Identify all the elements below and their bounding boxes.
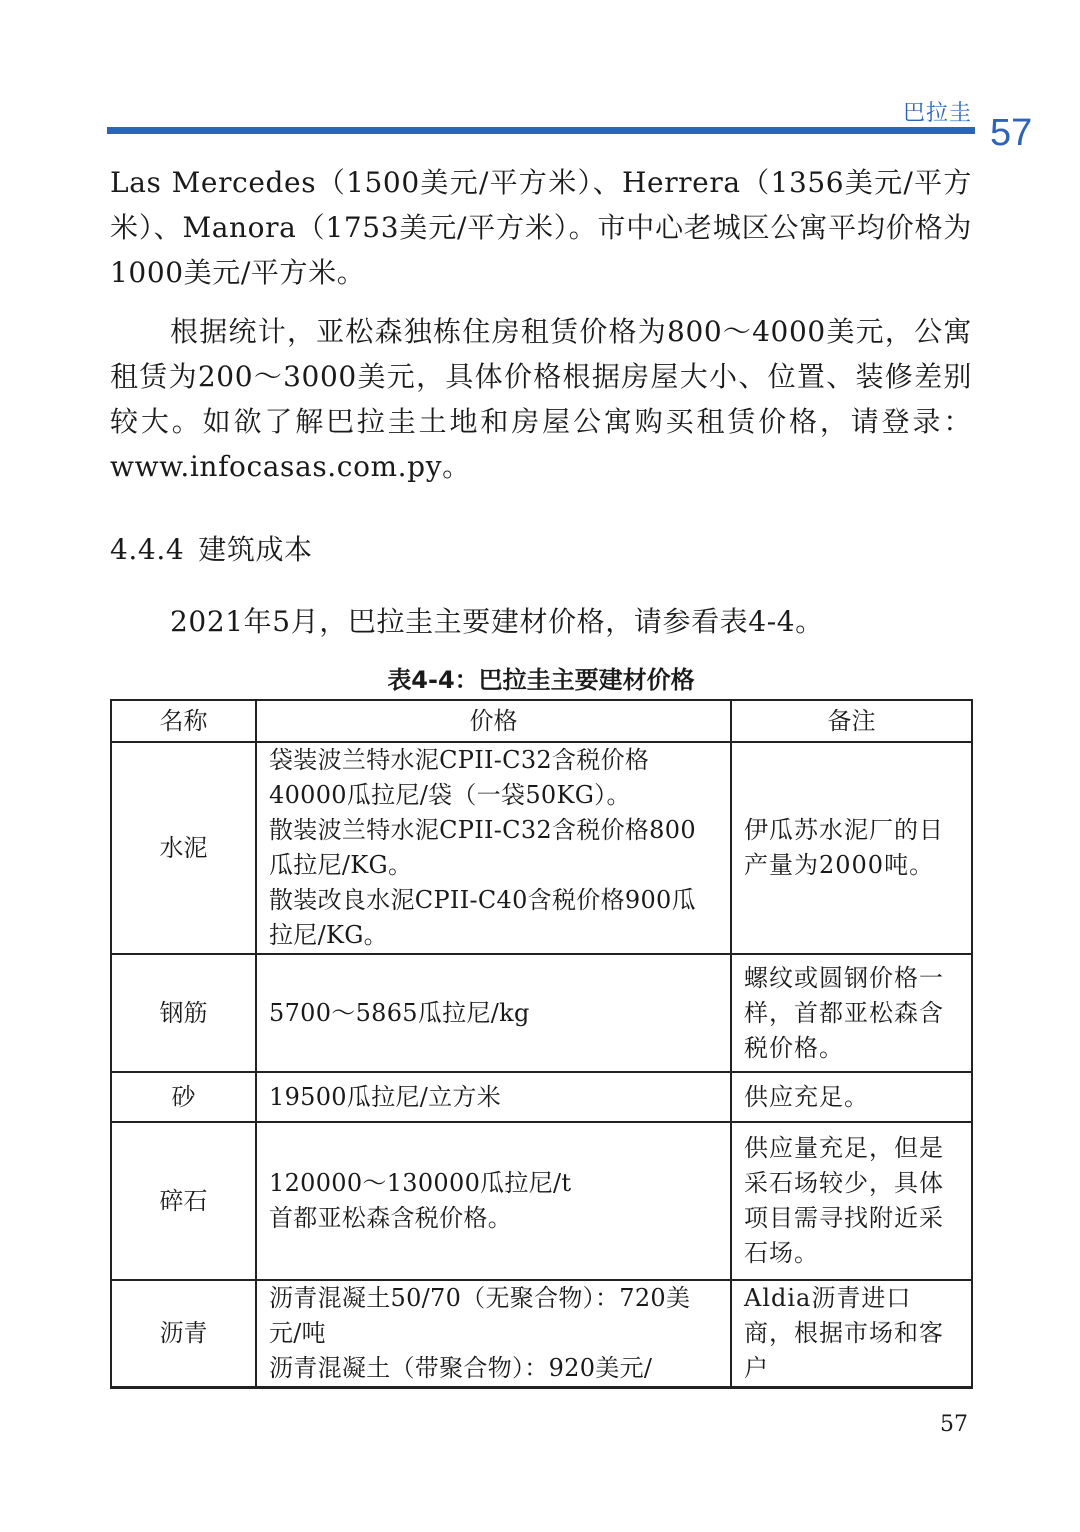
header-name: 名称 (111, 700, 256, 742)
header-rule (107, 127, 975, 134)
row-price (256, 1072, 731, 1122)
table-row (111, 1122, 972, 1280)
materials-table (110, 699, 973, 1389)
row-note: Aldia沥青进口商，根据市场和客户 (731, 1280, 972, 1388)
table-row (111, 742, 972, 954)
paragraph-prices: Las Mercedes（1500美元/平方米）、Herrera（1356美元/平方米）、Manora（1753美元/平方米）。市中心老城区公寓平均价格为1000美元/平方米。 (110, 166, 972, 289)
table-row (111, 1072, 972, 1122)
row-name: 钢筋 (111, 954, 256, 1072)
section-number: 4.4.4 (110, 533, 185, 566)
row-price (256, 954, 731, 1072)
paragraph-rental: 根据统计，亚松森独栋住房租赁价格为800～4000美元，公寓租赁为200～3000美元，具体价格根据房屋大小、位置、装修差别较大。如欲了解巴拉圭土地和房屋公寓购买租赁价格，请登录：www.infocasas.com.py。 (110, 315, 972, 483)
price-line: 沥青混凝土50/70（无聚合物）：720美元/吨 (269, 1284, 691, 1347)
row-name: 沥青 (111, 1280, 256, 1388)
table-row (111, 954, 972, 1072)
price-line: 首都亚松森含税价格。 (269, 1204, 512, 1232)
price-line: 散装改良水泥CPII-C40含税价格900瓜拉尼/KG。 (269, 886, 696, 949)
footer-page-number: 57 (940, 1412, 968, 1437)
table-row (111, 1280, 972, 1388)
row-note: 供应量充足，但是采石场较少，具体项目需寻找附近采石场。 (731, 1122, 972, 1280)
row-name: 水泥 (111, 742, 256, 954)
header-page-number: 57 (990, 112, 1033, 154)
section-title: 建筑成本 (198, 533, 313, 566)
price-line: 19500瓜拉尼/立方米 (269, 1082, 502, 1111)
table-header-row (111, 700, 972, 742)
price-line: 散装波兰特水泥CPII-C32含税价格800瓜拉尼/KG。 (269, 816, 696, 879)
section-heading (110, 528, 313, 568)
header-price: 价格 (256, 700, 731, 742)
row-note: 伊瓜苏水泥厂的日产量为2000吨。 (731, 742, 972, 954)
row-note: 螺纹或圆钢价格一样，首都亚松森含税价格。 (731, 954, 972, 1072)
price-line: 5700～5865瓜拉尼/kg (269, 998, 530, 1027)
running-header-title: 巴拉圭 (902, 101, 972, 126)
row-price (256, 742, 731, 954)
table-caption: 表4-4：巴拉圭主要建材价格 (387, 666, 695, 694)
paragraph-intro: 2021年5月，巴拉圭主要建材价格，请参看表4-4。 (170, 605, 824, 638)
row-name: 碎石 (111, 1122, 256, 1280)
row-price (256, 1122, 731, 1280)
price-line: 袋装波兰特水泥CPII-C32含税价格40000瓜拉尼/袋（一袋50KG）。 (269, 746, 650, 809)
row-note: 供应充足。 (731, 1072, 972, 1122)
price-line: 沥青混凝土（带聚合物）：920美元/ (269, 1354, 653, 1382)
row-name: 砂 (111, 1072, 256, 1122)
price-line: 120000～130000瓜拉尼/t (269, 1169, 572, 1197)
row-price (256, 1280, 731, 1388)
header-note: 备注 (731, 700, 972, 742)
